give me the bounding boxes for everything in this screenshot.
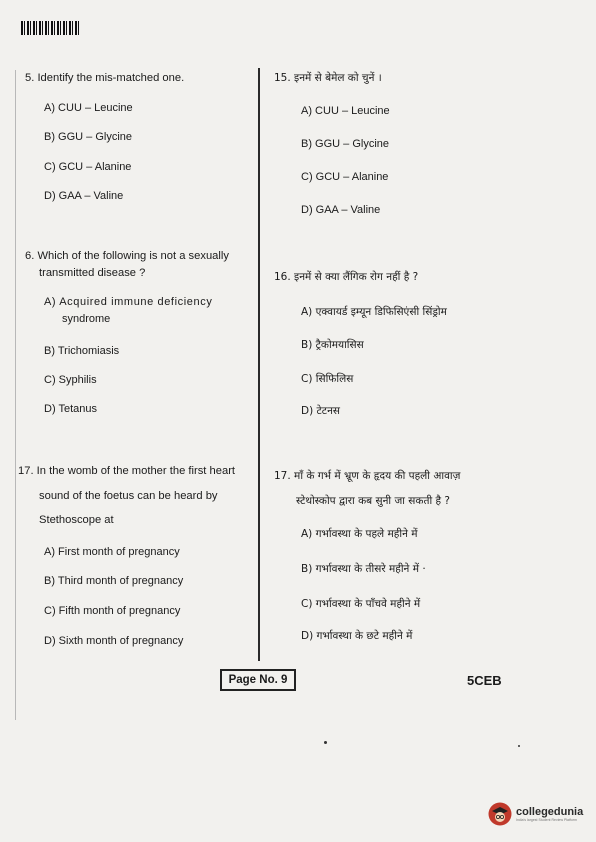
logo-name: collegedunia [516, 805, 584, 818]
q15-option-c: C) GCU – Alanine [301, 171, 389, 183]
q17-title-line2: स्टेथोस्कोप द्वारा कब सुनी जा सकती है ? [296, 495, 451, 507]
q16-title: 16. इनमें से क्या लैंगिक रोग नहीं है ? [274, 271, 419, 283]
q6-option-a: A) Acquired immune deficiency [44, 296, 213, 308]
q17-option-d: D) गर्भावस्था के छटे महीने में [301, 630, 413, 642]
q15-option-d: D) GAA – Valine [301, 204, 381, 216]
q7-option-d: D) Sixth month of pregnancy [44, 635, 184, 647]
column-divider [258, 68, 260, 661]
q7-option-a: A) First month of pregnancy [44, 546, 180, 558]
q15-title: 15. इनमें से बेमेल को चुनें । [274, 72, 382, 84]
q7-option-b: B) Third month of pregnancy [44, 575, 184, 587]
q6-option-b: B) Trichomiasis [44, 345, 120, 357]
q5-option-d: D) GAA – Valine [44, 190, 124, 202]
q7-title-line3: Stethoscope at [39, 514, 114, 526]
page-number-box [220, 669, 296, 691]
logo-tagline: India's largest Student Review Platform [516, 817, 577, 822]
q5-option-c: C) GCU – Alanine [44, 161, 132, 173]
q15-option-a: A) CUU – Leucine [301, 105, 390, 117]
q16-option-a: A) एक्वायर्ड इम्यून डिफिसिएंसी सिंड्रोम [301, 306, 447, 318]
q7-option-c: C) Fifth month of pregnancy [44, 605, 181, 617]
pen-mark [518, 745, 520, 747]
q6-option-c: C) Syphilis [44, 374, 97, 386]
q5-option-a: A) CUU – Leucine [44, 102, 133, 114]
q17-option-a: A) गर्भावस्था के पहले महीने में [301, 528, 418, 540]
pen-mark [324, 741, 327, 744]
page-number: Page No. 9 [228, 674, 288, 686]
q5-option-b: B) GGU – Glycine [44, 131, 133, 143]
q15-option-b: B) GGU – Glycine [301, 138, 390, 150]
page-edge [15, 70, 16, 720]
q6-option-d: D) Tetanus [44, 403, 97, 415]
q5-title: 5. Identify the mis-matched one. [25, 72, 185, 84]
graduate-avatar-icon [488, 802, 512, 826]
q16-option-c: C) सिफिलिस [301, 373, 354, 385]
q16-option-d: D) टेटनस [301, 405, 341, 417]
barcode [21, 21, 79, 35]
collegedunia-logo [488, 802, 583, 826]
q6-title-line2: transmitted disease ? [39, 267, 146, 279]
q16-option-b: B) ट्रैकोमयासिस [301, 339, 364, 351]
q7-title-line1: 17. In the womb of the mother the first heart [18, 465, 236, 477]
q6-title-line1: 6. Which of the following is not a sexually [25, 250, 229, 262]
q17-option-b: B) गर्भावस्था के तीसरे महीने में · [301, 563, 426, 575]
q7-title-line2: sound of the foetus can be heard by [39, 490, 218, 502]
q6-option-a-cont: syndrome [62, 313, 111, 325]
q17-option-c: C) गर्भावस्था के पाँचवे महीने में [301, 598, 421, 610]
q17-title-line1: 17. माँ के गर्भ में भ्रूण के हृदय की पहली आवाज़ [274, 470, 461, 482]
booklet-code: 5CEB [467, 673, 502, 688]
